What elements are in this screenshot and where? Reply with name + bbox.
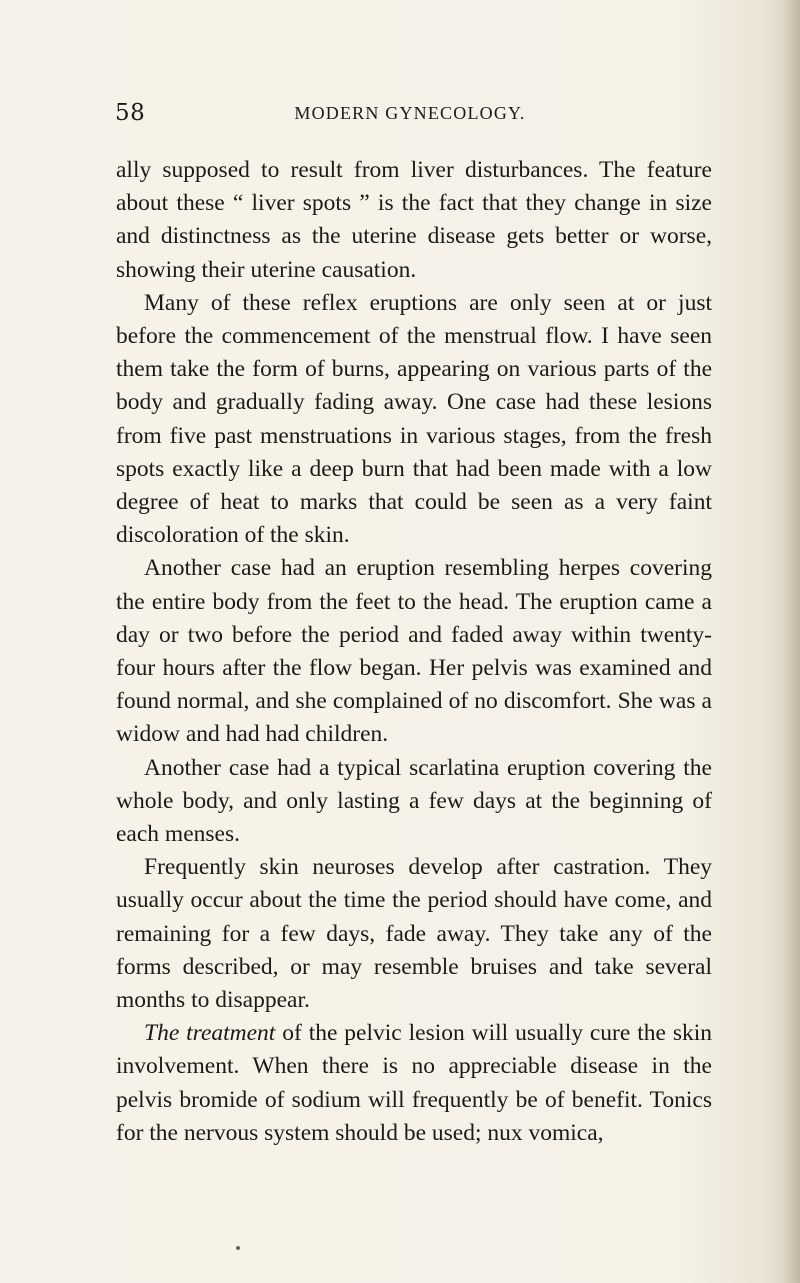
paragraph-6	[116, 1017, 712, 1150]
page-edge-shadow	[782, 0, 800, 1283]
paragraph-5: Frequently skin neuroses develop after castration. They usually occur about the time the period should have come, and remaining for a few days, fade away. They take any of the forms described, or may resemble bruises and take several months to disappear.	[116, 854, 712, 1014]
paragraph-6-text: of the pelvic lesion will usually cure the skin involvement. When there is no appreciable disease in the pelvis bromide of sodium will frequently be of benefit. Tonics for the nervous system should be used; nux vomica,	[116, 1020, 712, 1146]
ink-speck	[236, 1246, 240, 1250]
paragraph-4: Another case had a typical scarlatina eruption covering the whole body, and only lasting a few days at the beginning of each menses.	[116, 754, 712, 848]
paragraph-2: Many of these reflex eruptions are only seen at or just before the commencement of the menstrual flow. I have seen them take the form of burns, appearing on various parts of the body and gradually fading away. One case had these lesions from five past menstruations in various stages, from the fresh spots exactly like a deep burn that had been made with a low degree of heat to marks that could be seen as a very faint discoloration of the skin.	[116, 289, 712, 549]
body-text	[116, 154, 712, 1150]
page-number: 58	[115, 100, 146, 126]
paragraph-3: Another case had an eruption resembling herpes covering the entire body from the feet to the head. The eruption came a day or two before the period and faded away within twenty-four hours after the flow began. Her pelvis was examined and found normal, and she complained of no discomfort. She was a widow and had had children.	[116, 555, 712, 748]
treatment-heading: The treatment	[144, 1020, 276, 1047]
paragraph-1: ally supposed to result from liver disturbances. The feature about these “ liver spots ” is the fact that they change in size and distinctness as the uterine disease gets better or worse, showing their uterine causation.	[116, 157, 712, 283]
running-title: MODERN GYNECOLOGY.	[294, 103, 526, 123]
page-header	[110, 100, 710, 130]
